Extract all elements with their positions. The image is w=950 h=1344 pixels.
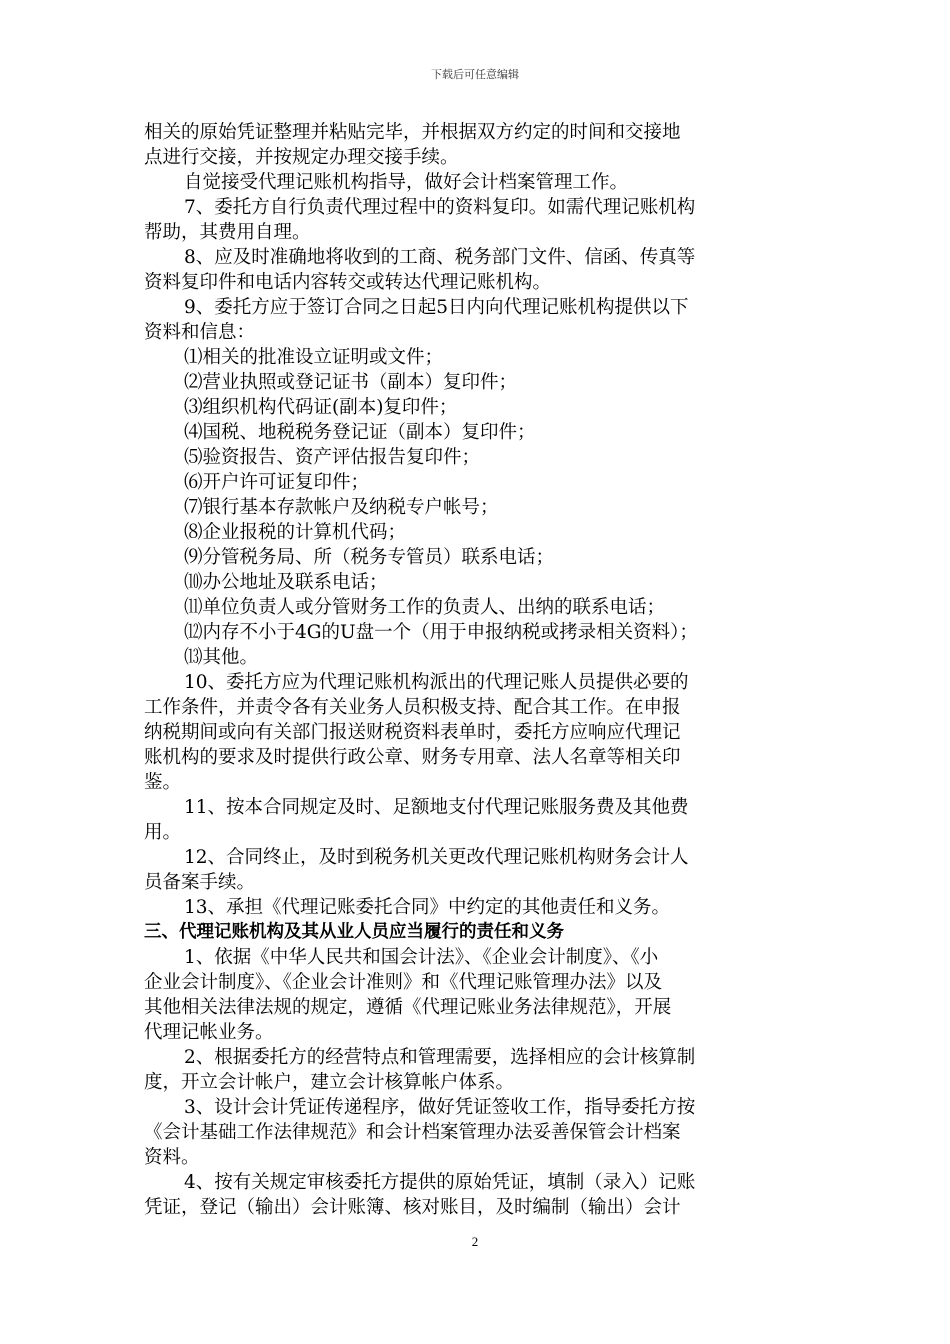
text-line: ⒀其他。 [184, 647, 259, 668]
text-line: ⑺银行基本存款帐户及纳税专户帐号； [184, 497, 499, 518]
text-line: 4、按有关规定审核委托方提供的原始凭证，填制（录入）记账 [184, 1172, 696, 1193]
text-line: 11、按本合同规定及时、足额地支付代理记账服务费及其他费 [184, 797, 689, 818]
page-header: 下载后可任意编辑 [431, 68, 519, 81]
text-line: 员备案手续。 [144, 872, 256, 893]
text-line: 9、委托方应于签订合同之日起5日内向代理记账机构提供以下 [184, 297, 689, 318]
text-line: 相关的原始凭证整理并粘贴完毕，并根据双方约定的时间和交接地 [144, 122, 681, 143]
text-line: 点进行交接，并按规定办理交接手续。 [144, 147, 459, 168]
section-heading: 三、代理记账机构及其从业人员应当履行的责任和义务 [144, 922, 564, 942]
text-line: 资料复印件和电话内容转交或转达代理记账机构。 [144, 272, 552, 293]
text-line: ⑷国税、地税税务登记证（副本）复印件； [184, 422, 536, 443]
text-line: 账机构的要求及时提供行政公章、财务专用章、法人名章等相关印 [144, 747, 681, 768]
text-line: ⑼分管税务局、所（税务专管员）联系电话； [184, 547, 555, 568]
text-line: ⑿内存不小于4G的U盘一个（用于申报纳税或拷录相关资料）； [184, 622, 698, 643]
text-line: 凭证，登记（输出）会计账簿、核对账目，及时编制（输出）会计 [144, 1197, 681, 1218]
text-line: 帮助，其费用自理。 [144, 222, 311, 243]
text-line: 10、委托方应为代理记账机构派出的代理记账人员提供必要的 [184, 672, 689, 693]
text-line: ⑹开户许可证复印件； [184, 472, 370, 493]
text-line: 其他相关法律法规的规定，遵循《代理记账业务法律规范》，开展 [144, 997, 672, 1018]
text-line: 度，开立会计帐户，建立会计核算帐户体系。 [144, 1072, 515, 1093]
text-line: 企业会计制度》、《企业会计准则》和《代理记账管理办法》以及 [144, 972, 663, 993]
text-line: 自觉接受代理记账机构指导，做好会计档案管理工作。 [184, 172, 629, 193]
text-line: ⑶组织机构代码证(副本)复印件； [184, 397, 458, 418]
text-line: 12、合同终止，及时到税务机关更改代理记账机构财务会计人 [184, 847, 689, 868]
text-line: 2、根据委托方的经营特点和管理需要，选择相应的会计核算制 [184, 1047, 696, 1068]
text-line: 8、应及时准确地将收到的工商、税务部门文件、信函、传真等 [184, 247, 696, 268]
text-line: 鉴。 [144, 772, 182, 793]
text-line: ⑾单位负责人或分管财务工作的负责人、出纳的联系电话； [184, 597, 666, 618]
document-body [144, 120, 808, 1220]
text-line: 资料。 [144, 1147, 200, 1168]
text-line: 《会计基础工作法律规范》和会计档案管理办法妥善保管会计档案 [144, 1122, 681, 1143]
text-line: ⑸验资报告、资产评估报告复印件； [184, 447, 481, 468]
text-line: 用。 [144, 822, 182, 843]
text-line: ⑴相关的批准设立证明或文件； [184, 347, 444, 368]
text-line: 资料和信息： [144, 322, 256, 343]
page-number: 2 [471, 1234, 479, 1249]
text-line: ⑽办公地址及联系电话； [184, 572, 388, 593]
text-line: 纳税期间或向有关部门报送财税资料表单时，委托方应响应代理记 [144, 722, 681, 743]
text-line: ⑵营业执照或登记证书（副本）复印件； [184, 372, 518, 393]
text-line: 1、依据《中华人民共和国会计法》、《企业会计制度》、《小 [184, 947, 659, 968]
text-line: 代理记帐业务。 [144, 1022, 274, 1043]
text-line: ⑻企业报税的计算机代码； [184, 522, 407, 543]
text-line: 工作条件，并责令各有关业务人员积极支持、配合其工作。在申报 [144, 697, 681, 718]
text-line: 3、设计会计凭证传递程序，做好凭证签收工作，指导委托方按 [184, 1097, 696, 1118]
text-line: 13、承担《代理记账委托合同》中约定的其他责任和义务。 [184, 897, 671, 918]
text-line: 7、委托方自行负责代理过程中的资料复印。如需代理记账机构 [184, 197, 696, 218]
